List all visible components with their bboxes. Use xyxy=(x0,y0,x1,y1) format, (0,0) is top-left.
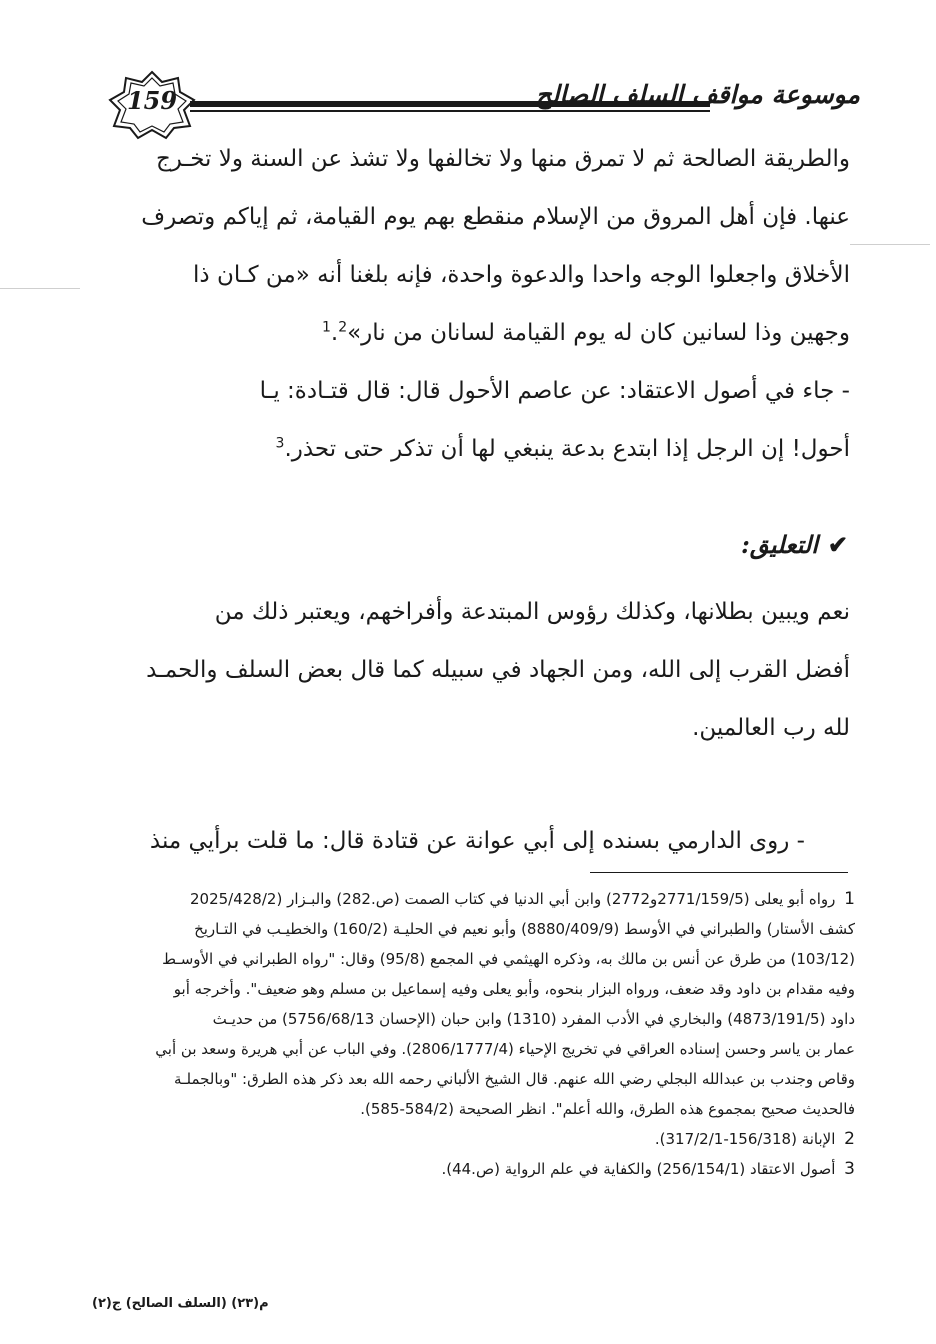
paragraph-line: الأخلاق واجعلوا الوجه واحدا والدعوة واحدة، فإنه بلغنا أنه «من كـان ذا xyxy=(193,262,850,288)
footnote-line: فالحديث صحيح بمجموع هذه الطرق، والله أعلم". انظر الصحيحة (584/2-585). xyxy=(360,1100,855,1118)
footnote-line: وقاص وجندب بن عبدالله البجلي رضي الله عنهم. قال الشيخ الألباني رحمه الله بعد ذكر هذه الطرق: "وبالجملـة xyxy=(174,1070,855,1088)
paragraph-line: والطريقة الصالحة ثم لا تمرق منها ولا تخالفها ولا تشذ عن السنة ولا تخـرج xyxy=(155,146,850,172)
page-number: 159 xyxy=(126,86,178,115)
book-title: موسوعة مواقف السلف الصالح xyxy=(535,80,860,109)
footnote-divider xyxy=(590,872,848,873)
paragraph-line-text: وجهين وذا لسانين كان له يوم القيامة لسانان من نار» xyxy=(347,320,850,346)
footnote-ref[interactable]: 3 xyxy=(275,435,285,452)
footnote-line: وفيه مقدام بن داود وقد ضعف، ورواه البزار بنحوه، وأبو يعلى وفيه إسماعيل بن مسلم وهو ضعيف". وأخرجه أبو xyxy=(173,980,855,998)
header-rule-thin xyxy=(190,110,710,112)
paragraph-line: وجهين وذا لسانين كان له يوم القيامة لسانان من نار»$^1$.$^2$ xyxy=(321,319,850,346)
comment-line: أفضل القرب إلى الله، ومن الجهاد في سبيله كما قال بعض السلف والحمـد xyxy=(146,657,850,683)
footnote-number: 3 xyxy=(844,1159,855,1179)
scan-mark xyxy=(0,288,80,289)
footnote-line: عمار بن ياسر وحسن إسناده العراقي في تخريج الإحياء (2806/1777/4). وفي الباب عن أبي هريرة وسعد بن أبي xyxy=(155,1040,855,1058)
comment-heading xyxy=(741,530,848,559)
footnote-line: داود (4873/191/5) والبخاري في الأدب المفرد (1310) وابن حبان (الإحسان 5756/68/13) من حديـث xyxy=(212,1010,855,1028)
scan-mark xyxy=(850,244,930,245)
footnote-text: رواه أبو يعلى (2771/159/5و2772) وابن أبي الدنيا في كتاب الصمت (ص.282) والبـزار (2025/428/2 xyxy=(189,890,836,908)
footnote-line: (103/12) من طرق عن أنس بن مالك به، وذكره الهيثمي في المجمع (95/8) وقال: "رواه الطبراني في الأوسـط xyxy=(162,950,855,968)
footnote-line xyxy=(115,884,855,914)
footnote-number: 1 xyxy=(844,889,855,909)
comment-line: لله رب العالمين. xyxy=(692,715,850,741)
footnote-line xyxy=(115,1154,855,1184)
check-mark-icon: ✔ xyxy=(827,530,848,559)
print-signature: م(٢٣) (السلف الصالح) ج(٢) xyxy=(92,1296,269,1311)
footnote-text: أصول الاعتقاد (256/154/1) والكفاية في علم الرواية (ص.44). xyxy=(441,1160,836,1178)
footnote-ref[interactable]: 2 xyxy=(338,319,348,336)
footnote-number: 2 xyxy=(844,1129,855,1149)
footnote-ref[interactable]: 1 xyxy=(321,319,331,336)
paragraph-line: عنها. فإن أهل المروق من الإسلام منقطع بهم يوم القيامة، ثم إياكم وتصرف xyxy=(141,204,850,230)
main-text xyxy=(115,130,850,478)
footnotes xyxy=(115,884,855,1184)
comment-text xyxy=(115,583,850,757)
quote-line: - جاء في أصول الاعتقاد: عن عاصم الأحول قال: قال قتـادة: يـا xyxy=(259,378,850,404)
next-entry-line: - روى الدارمي بسنده إلى أبي عوانة عن قتادة قال: ما قلت برأيي منذ xyxy=(149,828,805,854)
footnote-line: كشف الأستار) والطبراني في الأوسط (8880/409/9) وأبو نعيم في الحليـة (160/2) والخطيـب في التـاريخ xyxy=(194,920,855,938)
footnote-text: الإبانة (156/318-317/2/1). xyxy=(654,1130,836,1148)
comment-heading-text: التعليق: xyxy=(741,530,818,559)
footnote-line xyxy=(115,1124,855,1154)
quote-line xyxy=(115,420,850,478)
quote-line-text: أحول! إن الرجل إذا ابتدع بدعة ينبغي لها أن تذكر حتى تحذر. xyxy=(284,436,850,462)
comment-line: نعم ويبين بطلانها، وكذلك رؤوس المبتدعة وأفراخهم، ويعتبر ذلك من xyxy=(214,599,850,625)
